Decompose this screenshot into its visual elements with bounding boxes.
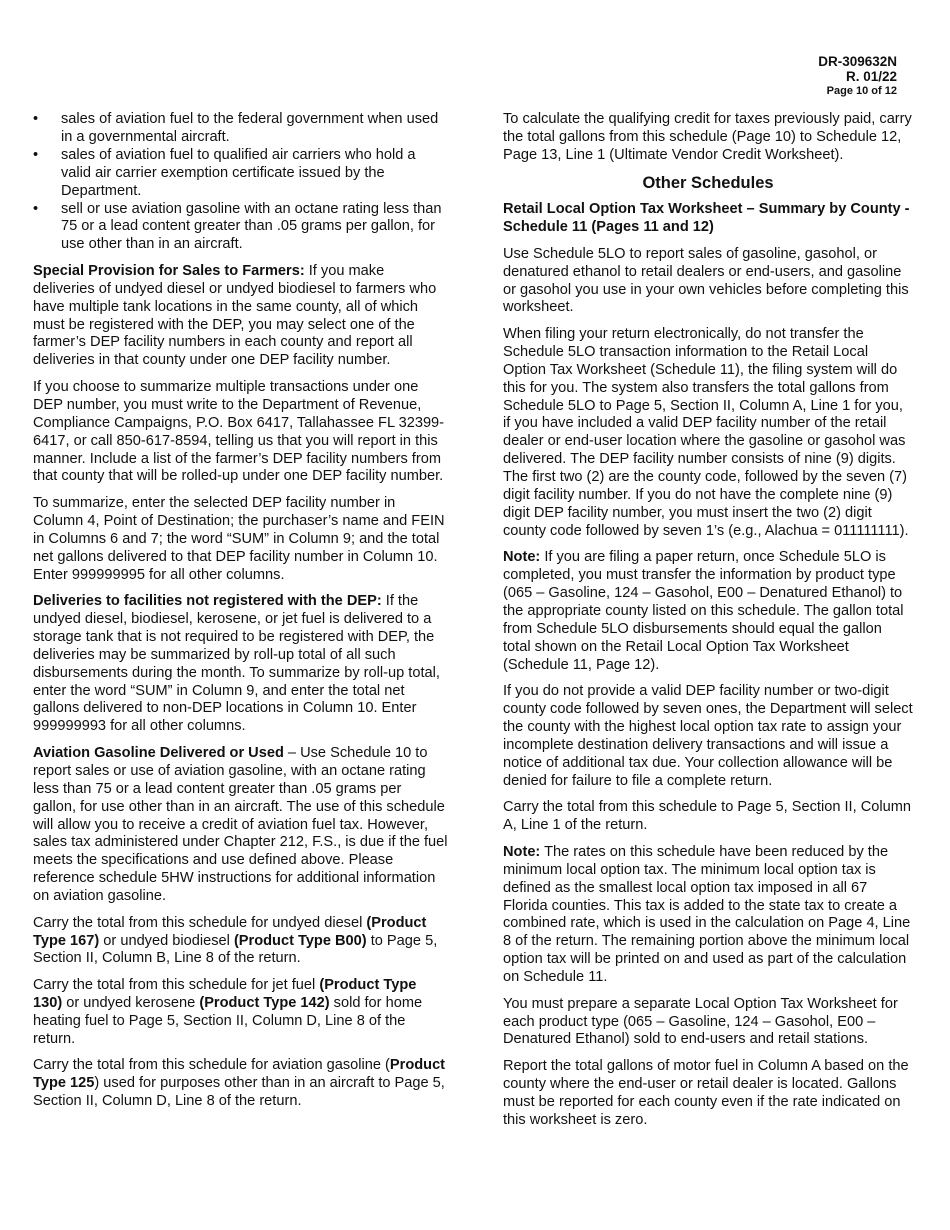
note-text: If you are filing a paper return, once Schedule 5LO is completed, you must transfer the information by product type (065 – Gasoline, 124 – Gasohol, E00 – Denatured Ethanol) to the appropriate county listed on this schedule. The gallon total from Schedule 5LO disbursements should equal the gallon total shown on the Retail Local Option Tax Worksheet (Schedule 11, Page 12). [503,549,904,673]
product-type-b00: (Product Type B00) [233,932,367,949]
rates-note [503,844,913,987]
carry-text: Carry the total from this schedule for aviation gasoline ( [33,1057,390,1074]
carry-text: Carry the total from this schedule for jet fuel [33,976,320,993]
list-item-text: sales of aviation fuel to the federal government when used in a governmental aircraft. [61,111,439,145]
credit-paragraph: To calculate the qualifying credit for taxes previously paid, carry the total gallons from this schedule (Page 10) to Schedule 12, Page 13, Line 1 (Ultimate Vendor Credit Worksheet). [503,111,912,163]
report-gallons-paragraph: Report the total gallons of motor fuel in Column A based on the county where the end-user or retail dealer is located. Gallons must be reported for each county even if the rate indicated on this worksheet is zero. [503,1057,909,1128]
farmers-provision-text: If you make deliveries of undyed diesel or undyed biodiesel to farmers who have multiple tank locations in the same county, all of which must be registered with the DEP, you may select one of the farmer’s DEP facility numbers in each county and report all deliveries in that county under one DEP facility number. [33,262,437,369]
page-number: Page 10 of 12 [826,85,897,97]
list-item [33,201,448,255]
list-item [33,147,448,201]
bullet-icon: • [33,200,39,217]
right-column [503,111,913,1138]
summarize-paragraph: If you choose to summarize multiple transactions under one DEP number, you must write to the Department of Revenue, Compliance Campaigns, P.O. Box 6417, Tallahassee FL 32399-6417, or call 850-617-8594, telling us that you will report in this manner. Include a list of the farmer’s DEP facility numbers from that county that will be rolled-up under one DEP facility number. [33,378,445,485]
retail-local-option-title: Retail Local Option Tax Worksheet – Summary by County - Schedule 11 (Pages 11 and 12) [503,201,910,236]
product-type-142: (Product Type 142) [199,994,330,1011]
farmers-provision-paragraph [33,263,448,370]
product-type-125: Product Type 125 [33,1057,446,1092]
carry-text: to Page 5, Section II, Column B, Line 8 of the return. [33,932,438,967]
carry-total-paragraph: Carry the total from this schedule to Page 5, Section II, Column A, Line 1 of the return. [503,799,912,834]
carry-text: or undyed kerosene [62,994,200,1011]
carry-undyed-diesel-paragraph [33,915,448,969]
aviation-gasoline-paragraph [33,745,448,906]
list-item-text: sales of aviation fuel to qualified air carriers who hold a valid air carrier exemption certificate issued by the Department. [61,146,416,199]
bullet-icon: • [33,146,39,163]
exemption-bullet-list [33,111,448,254]
product-type-167: (Product Type 167) [33,914,427,949]
aviation-gasoline-text: – Use Schedule 10 to report sales or use of aviation gasoline, with an octane rating less than 75 or a lead content greater than .05 grams per gallon, for use other than in an aircraft. The use of this schedule will allow you to receive a credit of aviation fuel tax. However, sales tax administered under Chapter 212, F.S., is due if the fuel meets the specifications and use defined above. Please reference schedule 5HW instructions for additional information on aviation gasoline. [33,744,448,905]
carry-text: ) used for purposes other than in an aircraft to Page 5, Section II, Column D, Line 8 of the return. [33,1075,445,1109]
note-label: Note: [503,843,541,860]
carry-aviation-gasoline-paragraph [33,1057,448,1111]
note-label: Note: [503,549,541,566]
carry-text: or undyed biodiesel [99,932,234,949]
aviation-gasoline-heading: Aviation Gasoline Delivered or Used [33,744,284,761]
note-text: The rates on this schedule have been reduced by the minimum local option tax. The minimum local option tax is defined as the smallest local option tax imposed in all 67 Florida counties. This tax is added to the state tax to create a combined rate, which is used in the calculation on Page 4, Line 8 of the return. The remaining portion above the minimum local option tax will be printed on and used as part of the calculation on Schedule 11. [503,843,911,986]
left-column [33,111,448,1119]
form-revision: R. 01/22 [845,69,897,84]
farmers-provision-heading: Special Provision for Sales to Farmers: [33,262,305,279]
deliveries-heading: Deliveries to facilities not registered with the DEP: [33,593,382,610]
form-header [818,54,897,99]
carry-jet-fuel-paragraph [33,977,448,1049]
separate-worksheet-paragraph: You must prepare a separate Local Option Tax Worksheet for each product type (065 – Gasoline, 124 – Gasohol, E00 – Denatured Ethanol) sold to end-users and retail stations. [503,995,898,1048]
invalid-dep-paragraph: If you do not provide a valid DEP facility number or two-digit county code followed by seven ones, the Department will select the county with the highest local option tax rate to assign your incomplete destination delivery transactions and will issue a notice of additional tax due. Your collection allowance will be denied for failure to file a complete return. [503,683,913,789]
use-5lo-paragraph: Use Schedule 5LO to report sales of gasoline, gasohol, or denatured ethanol to retail dealers or end-users, and gasoline or gasohol you use in your own vehicles before completing this worksheet. [503,245,909,316]
list-item-text: sell or use aviation gasoline with an octane rating less than 75 or a lead content greater than .05 grams per gallon, for use other than in an aircraft. [61,200,442,253]
bullet-icon: • [33,111,39,127]
carry-text: sold for home heating fuel to Page 5, Section II, Column D, Line 8 of the return. [33,994,423,1047]
electronic-filing-paragraph: When filing your return electronically, do not transfer the Schedule 5LO transaction information to the Retail Local Option Tax Worksheet (Schedule 11), the filing system will do this for you. The system also transfers the total gallons from Schedule 5LO to Page 5, Section II, Column A, Line 1 for you, if you have included a valid DEP facility number of the retail dealer or end-user location where the gasoline or gasohol was delivered. The DEP facility number consists of nine (9) digits. The first two (2) are the county code, followed by the seven (7) digit facility number. If you do not have the complete nine (9) digit DEP facility number, you must insert the two (2) digit county code followed by seven 1’s (e.g., Alachua = 011111111). [503,325,909,539]
deliveries-paragraph [33,593,448,736]
deliveries-text: If the undyed diesel, biodiesel, kerosene, or jet fuel is delivered to a storage tank that is not required to be registered with DEP, the deliveries may be summarized by roll-up total of all such disbursements during the month. To summarize by roll-up total, enter the word “SUM” in Column 9, and enter the total net gallons delivered to non-DEP locations in Column 10. Enter 999999993 for all other columns. [33,593,440,735]
form-id: DR-309632N [818,54,897,69]
product-type-130: (Product Type 130) [33,976,417,1011]
other-schedules-title: Other Schedules [642,174,774,193]
to-summarize-paragraph: To summarize, enter the selected DEP facility number in Column 4, Point of Destination; the purchaser’s name and FEIN in Columns 6 and 7; the word “SUM” in Column 9; and the total net gallons delivered to that DEP facility number in Column 10. Enter 999999995 for all other columns. [33,494,445,583]
carry-text: Carry the total from this schedule for undyed diesel [33,914,367,931]
list-item [33,111,448,147]
paper-return-note [503,549,913,674]
